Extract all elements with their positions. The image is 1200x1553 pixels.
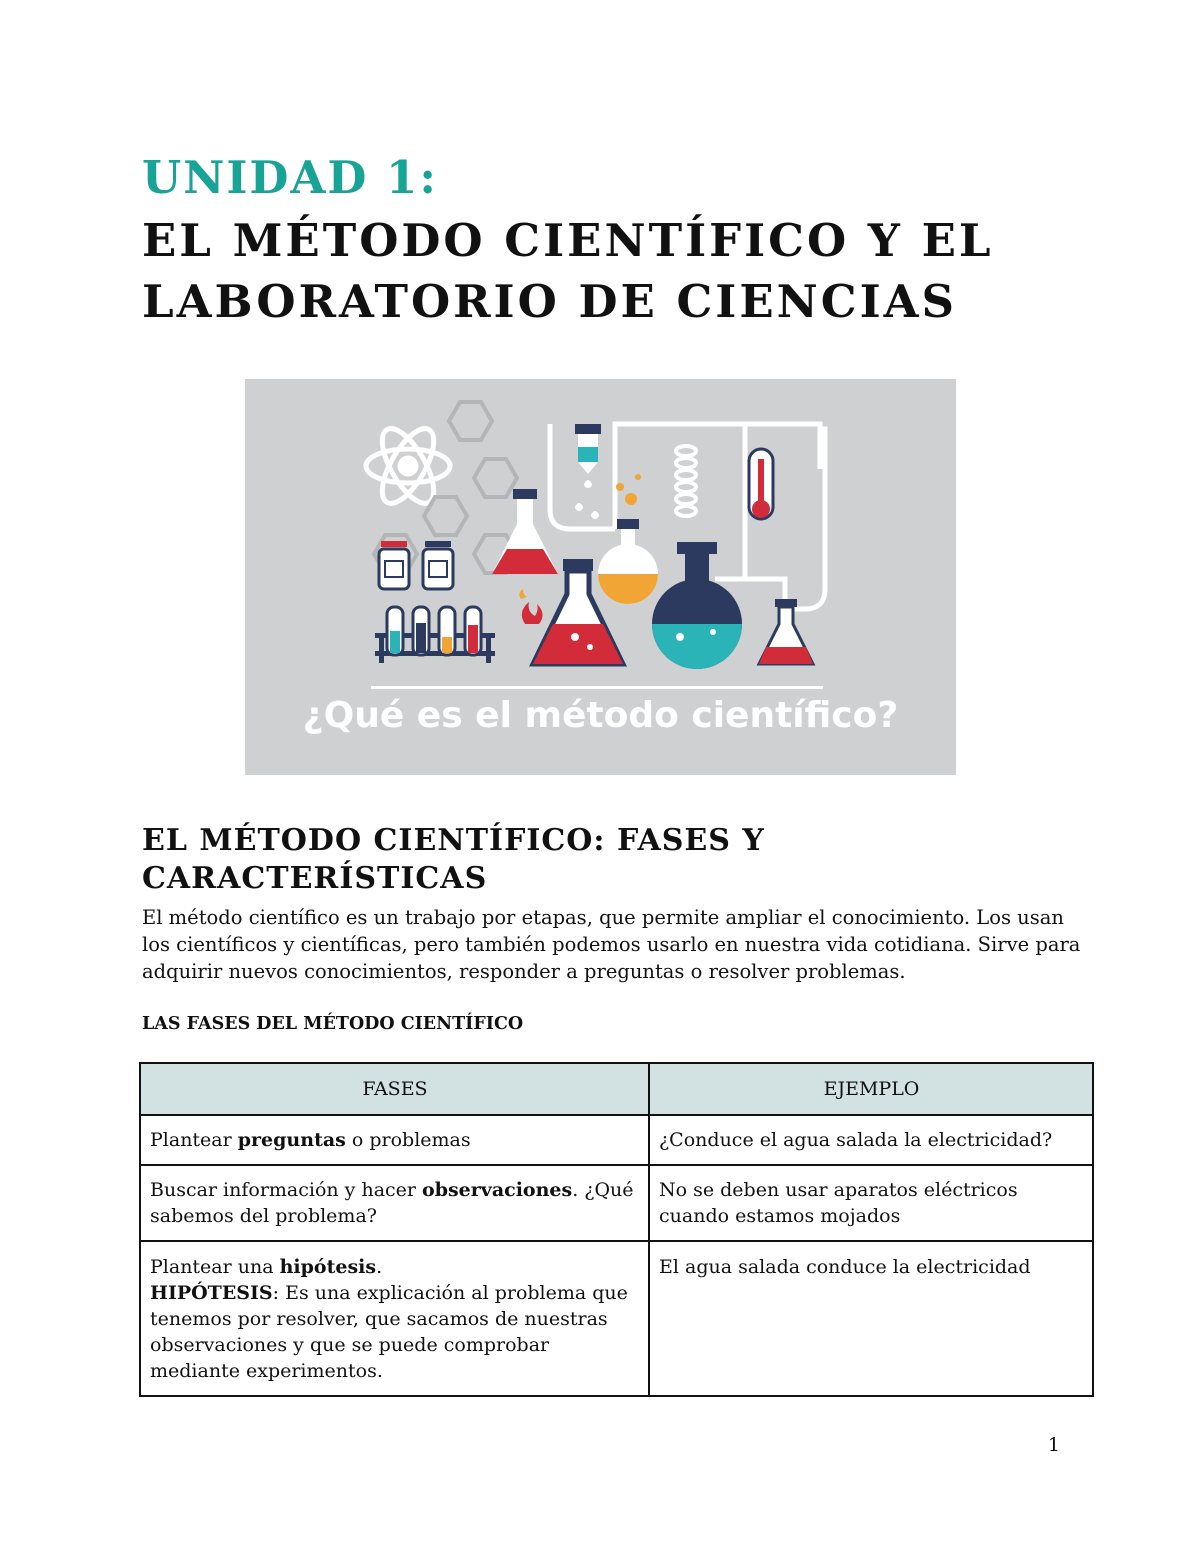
phase-keyword: preguntas xyxy=(237,1129,346,1151)
header-ejemplo: EJEMPLO xyxy=(649,1063,1093,1115)
unit-label: UNIDAD 1: xyxy=(142,151,438,204)
example-cell: El agua salada conduce la electricidad xyxy=(649,1241,1093,1396)
phase-text: Buscar información y hacer xyxy=(150,1179,423,1201)
orange-flask-icon xyxy=(598,474,658,604)
table-row xyxy=(140,1241,1093,1396)
phase-text: Plantear una xyxy=(150,1256,280,1278)
phase-text: . xyxy=(376,1256,383,1278)
header-fases: FASES xyxy=(140,1063,649,1115)
example-cell: No se deben usar aparatos eléctricos cuando estamos mojados xyxy=(649,1165,1093,1241)
document-title: EL MÉTODO CIENTÍFICO Y EL LABORATORIO DE CIENCIAS xyxy=(142,214,994,328)
phase-text: o problemas xyxy=(345,1129,471,1151)
phase-text: Plantear xyxy=(150,1129,238,1151)
phase-text: . ¿Qué sabemos del problema? xyxy=(150,1179,634,1227)
jar-icons xyxy=(379,541,453,589)
page-number: 1 xyxy=(1047,1434,1060,1456)
phase-cell xyxy=(140,1115,649,1165)
example-cell: ¿Conduce el agua salada la electricidad? xyxy=(649,1115,1093,1165)
hero-question: ¿Qué es el método científico? xyxy=(302,695,899,736)
phase-keyword: observaciones xyxy=(422,1179,573,1201)
definition-term: HIPÓTESIS xyxy=(150,1282,273,1304)
phase-keyword: hipótesis xyxy=(279,1256,377,1278)
phase-cell xyxy=(140,1241,649,1396)
phases-table xyxy=(139,1062,1094,1397)
table-header-row xyxy=(140,1063,1093,1115)
phases-title: LAS FASES DEL MÉTODO CIENTÍFICO xyxy=(142,1014,524,1034)
section-title: EL MÉTODO CIENTÍFICO: FASES Y CARACTERÍSTICAS xyxy=(142,823,765,896)
test-tube-rack-icon xyxy=(375,607,495,663)
flame-icon xyxy=(519,589,542,624)
caption-divider xyxy=(371,686,823,689)
table-row xyxy=(140,1165,1093,1241)
table-row xyxy=(140,1115,1093,1165)
dropper-icon xyxy=(575,424,601,519)
coil-icon xyxy=(676,446,696,516)
intro-paragraph: El método científico es un trabajo por etapas, que permite ampliar el conocimiento. Los usan los científicos y científicas, pero también podemos usarlo en nuestra vida cotidiana. Sirve para adquirir nuevos conocimientos, responder a preguntas o resolver problemas. xyxy=(142,906,1081,983)
phase-cell xyxy=(140,1165,649,1241)
definition-text: : Es una explicación al problema que tenemos por resolver, que sacamos de nuestras observaciones y que se puede comprobar mediante experimentos. xyxy=(150,1282,628,1382)
thermometer-icon xyxy=(749,449,773,519)
navy-flask-icon xyxy=(652,542,742,669)
